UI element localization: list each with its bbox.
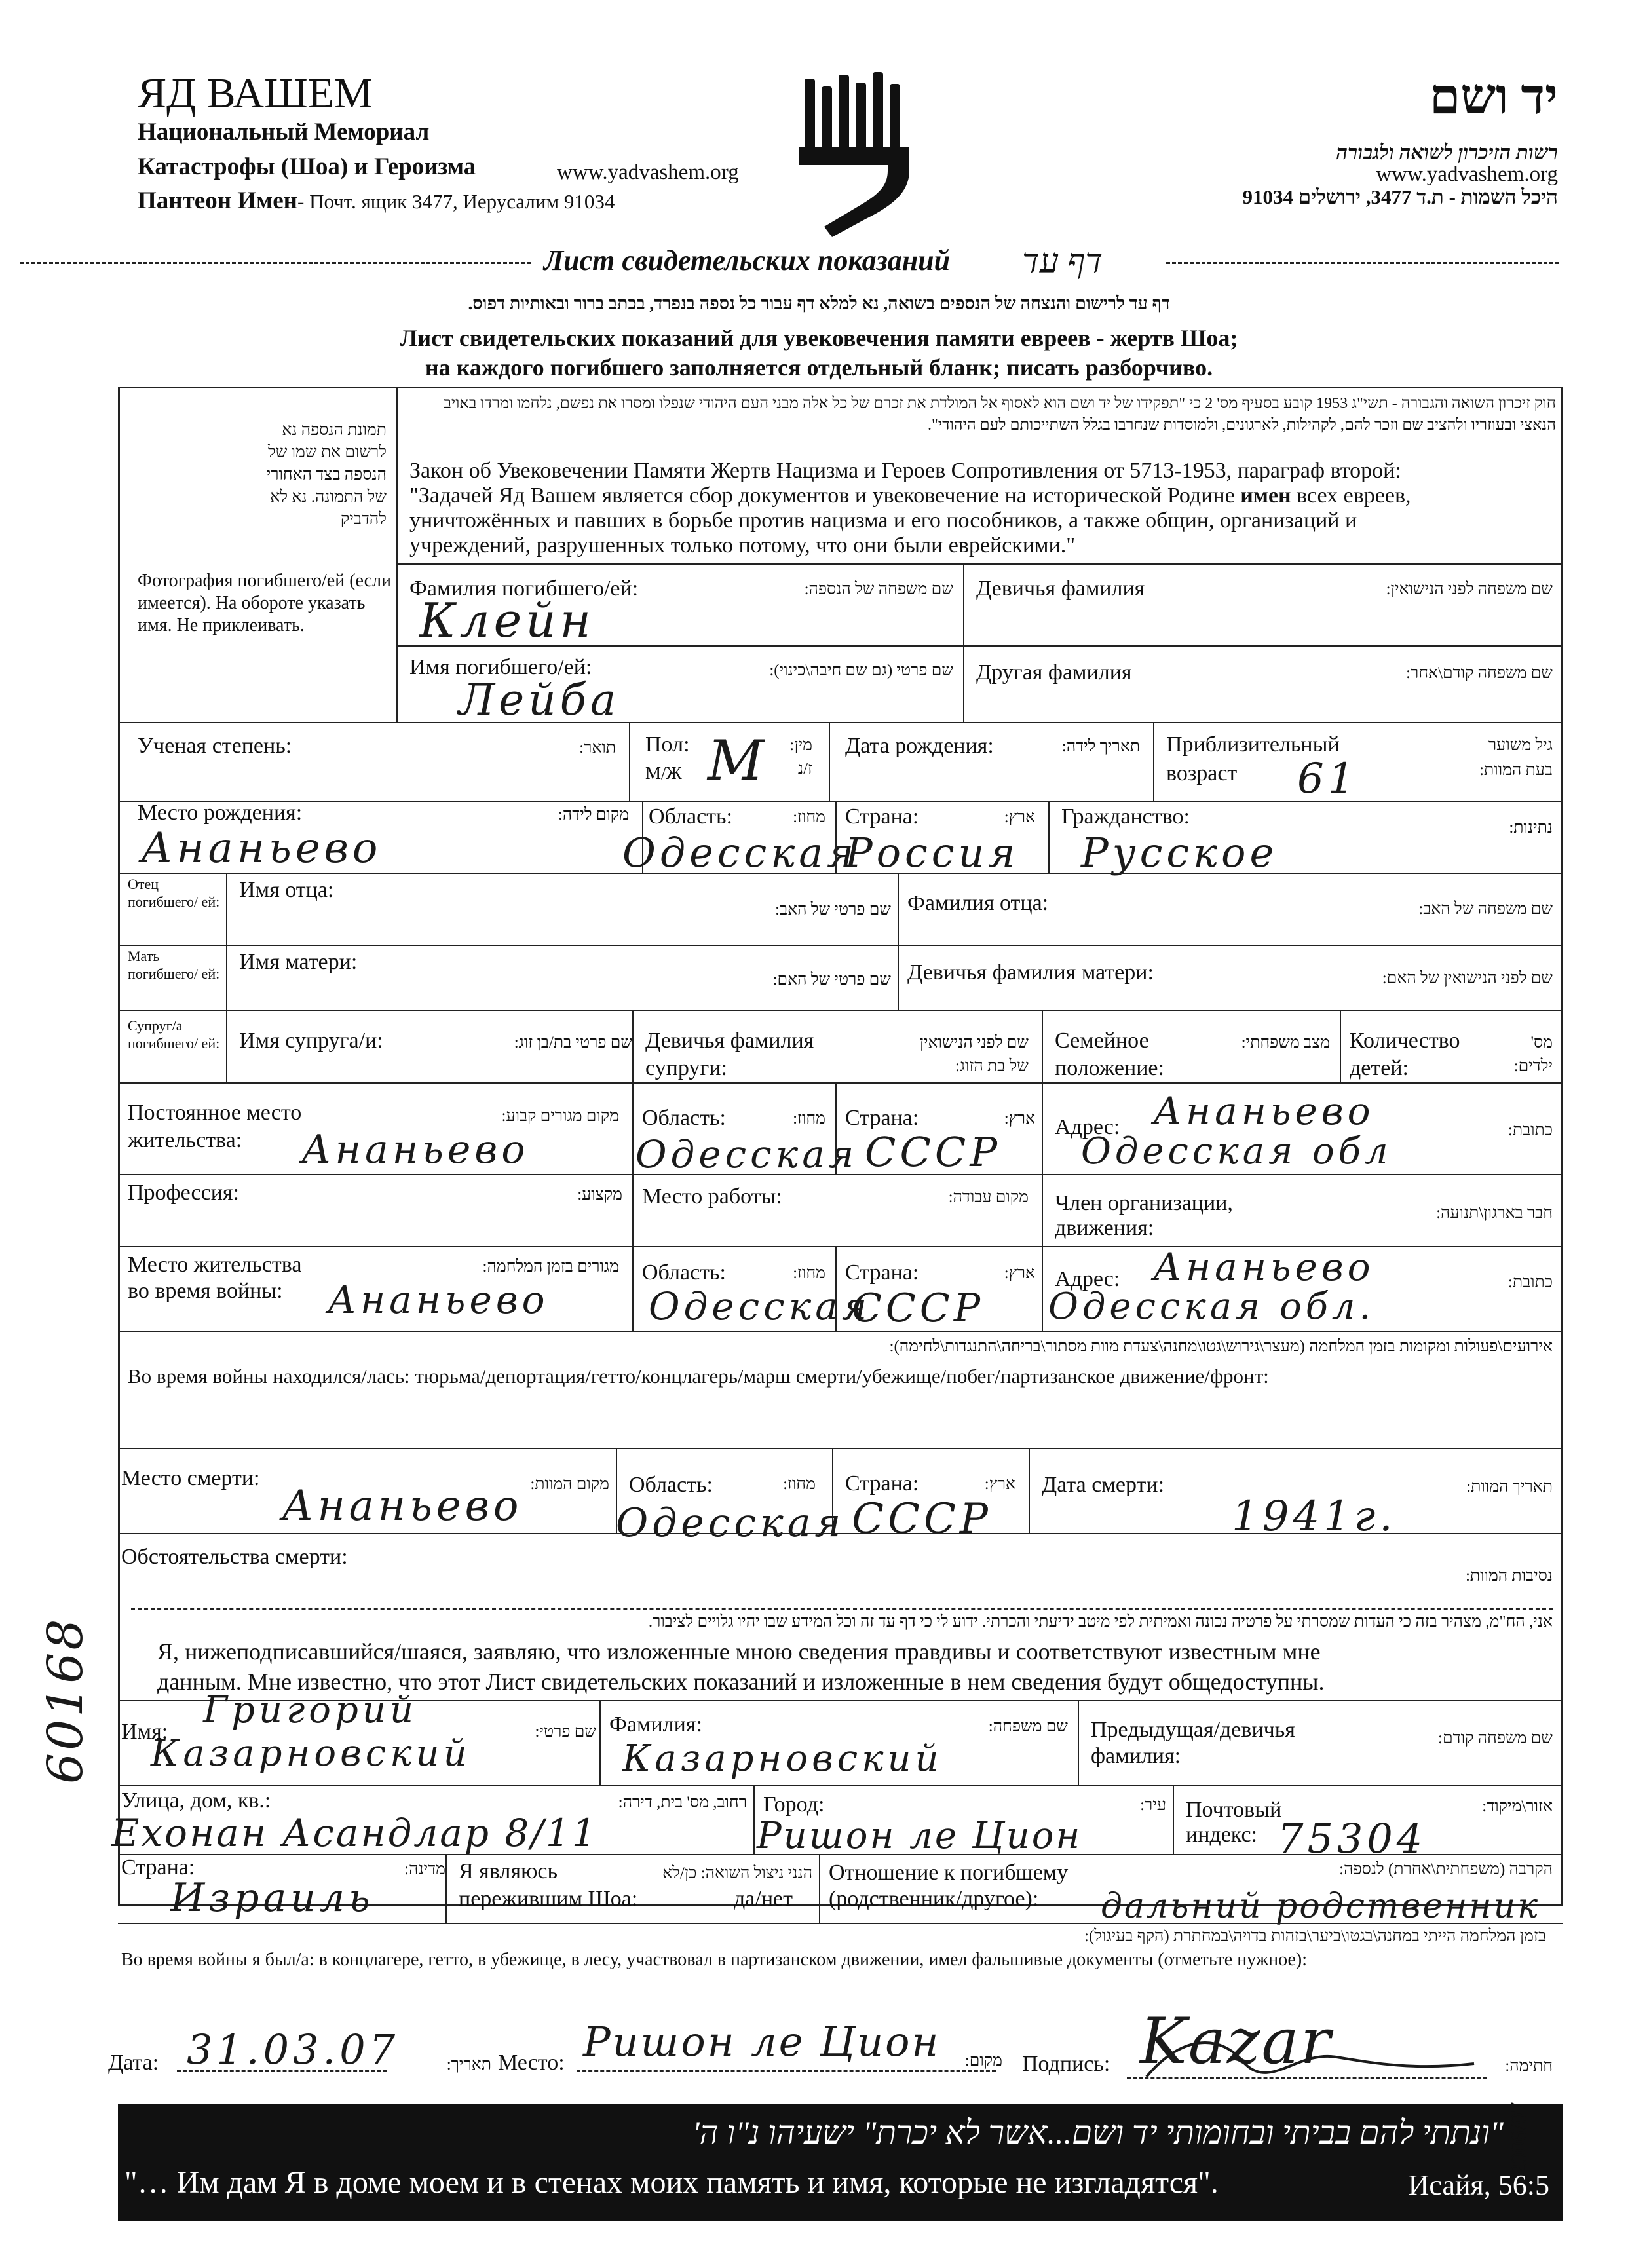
instructions-he: דף עד לרישום והנצחה של הנספים בשואה, נא למלא דף עבור כל נספה בנפרד, בכתב ברור ובאותיות דפוס. [468, 293, 1170, 313]
witness-survivor-label-2: пережившим Шоа: [459, 1887, 638, 1911]
quote-ru: "… Им дам Я в доме моем и в стенах моих память и имя, которые не изгладятся". [124, 2165, 1219, 2200]
age-label-2: возраст [1166, 761, 1238, 785]
war-residence-value: Ананьево [328, 1277, 549, 1322]
workplace-label: Место работы: [642, 1184, 782, 1209]
surname-value: Клейн [419, 593, 595, 648]
age-value: 61 [1297, 755, 1359, 803]
date-value: 31.03.07 [187, 2026, 400, 2073]
residence-label-2: жительства: [128, 1128, 242, 1152]
family-status-label: Семейное [1055, 1029, 1149, 1053]
war-residence-label: Место жительства [128, 1253, 302, 1277]
signature-stroke [1140, 2024, 1481, 2096]
law-ru-2b: имен [1240, 483, 1291, 508]
side-number: 60168 [37, 1616, 94, 1784]
residence-value: Ананьево [301, 1127, 529, 1173]
witness-relation-value: дальний родственник [1101, 1887, 1540, 1926]
witness-name-value-2: Казарновский [151, 1732, 471, 1775]
place-label-he: מקום: [964, 2052, 1002, 2070]
sex-options-he: ז/נ [797, 760, 812, 778]
witness-surname-label: Фамилия: [609, 1712, 702, 1737]
war-country-label: Страна: [845, 1260, 919, 1285]
spouse-maiden-label-he-2: של בת הזוג: [955, 1057, 1029, 1075]
residence-region-label-he: מחוז: [793, 1110, 825, 1127]
witness-city-value: Ришон ле Цион [757, 1815, 1082, 1857]
form-title-ru: Лист свидетельских показаний [544, 244, 951, 276]
war-events-label: Во время войны находился/лась: тюрьма/депортация/гетто/концлагерь/марш смерти/убежище/побег/партизанское движение/фронт: [128, 1365, 1269, 1388]
photo-note-he: תמונת הנספה נא לרשום את שמו של הנספה בצד האחורי של התמונה. נא לא להדביק [266, 421, 387, 528]
witness-war-label: Во время войны я был/а: в концлагере, гетто, в убежище, в лесу, участвовал в партизанском движении, имел фальшивые документы (отметьте нужное): [121, 1950, 1308, 1970]
place-value: Ришон ле Цион [583, 2018, 941, 2066]
firstname-label-he: שם פרטי (גם שם חיבה\כינוי): [769, 662, 953, 679]
children-label-he-2: ילדים: [1513, 1057, 1553, 1075]
dob-label: Дата рождения: [845, 734, 994, 758]
law-ru-line-4: учреждений, разрушенных только потому, что они были еврейскими." [409, 533, 1076, 558]
spouse-side-label: Супруг/а погибшего/ ей: [128, 1017, 220, 1051]
death-region-value: Одесская [616, 1500, 845, 1546]
death-date-value: 1941г. [1232, 1492, 1397, 1541]
birth-country-value: Россия [845, 829, 1019, 877]
member-label-he: חבר בארגון\תנועה: [1436, 1204, 1553, 1222]
witness-country-value: Израиль [170, 1875, 374, 1921]
residence-address-value-2: Одесская обл [1081, 1130, 1392, 1173]
family-status-label-2: положение: [1055, 1056, 1164, 1080]
mother-maiden-label-he: שם לפני הנישואין של האם: [1382, 970, 1553, 987]
date-label: Дата: [108, 2051, 159, 2075]
surname-label: Фамилия погибшего/ей: [409, 576, 639, 601]
residence-address-label: Адрес: [1055, 1115, 1120, 1139]
other-surname-label-he: שם משפחה קודם\אחר: [1406, 664, 1553, 682]
member-label: Член организации, [1055, 1191, 1233, 1215]
death-country-value: СССР [852, 1495, 992, 1543]
birthplace-label: Место рождения: [138, 801, 303, 825]
mother-name-label-he: שם פרטי של האם: [772, 971, 891, 989]
law-ru-line-1: Закон об Увековечении Памяти Жертв Нацизма и Героев Сопротивления от 5713-1953, параграф второй: [409, 459, 1401, 483]
witness-relation-label-2: (родственник/другое): [829, 1887, 1039, 1911]
citizenship-value: Русское [1081, 829, 1278, 877]
family-status-label-he: מצב משפחתי: [1241, 1034, 1330, 1051]
quote-he: "ונתתי להם בביתי ובחומותי יד ושם...אשר לא יכרת" ישעיהו נ"ו ה' [692, 2114, 1504, 2151]
age-label-he-2: בעת המוות: [1479, 761, 1553, 779]
subtitle-1: Национальный Мемориал [138, 119, 430, 145]
dob-label-he: תאריך לידה: [1061, 738, 1140, 755]
instructions-ru-1: Лист свидетельских показаний для увековечения памяти евреев - жертв Шоа; [400, 325, 1238, 351]
spouse-maiden-label: Девичья фамилия [645, 1029, 814, 1053]
sex-label-he: מין: [789, 736, 812, 754]
declaration-ru-2: данным. Мне известно, что этот Лист свидетельских показаний и изложенные в нем сведения будут общедоступны. [157, 1669, 1325, 1695]
law-text-ru [409, 459, 1563, 558]
death-date-label: Дата смерти: [1042, 1473, 1165, 1497]
address-ru: - Почт. ящик 3477, Иерусалим 91034 [297, 190, 615, 213]
witness-relation-label-he: הקרבה (משפחתית\אחרת) לנספה: [1339, 1861, 1553, 1878]
war-events-label-he: אירועים\פעולות ומקומות בזמן המלחמה (מעצר\גירוש\גטו\מחנה\צעדת מוות מסתור\בריחה\התנגדות\לחימה): [889, 1338, 1553, 1355]
birthplace-value: Ананьево [141, 824, 382, 873]
residence-country-label-he: ארץ: [1004, 1110, 1035, 1127]
witness-street-label-he: רחוב, מס' בית, דירה: [618, 1794, 747, 1811]
spouse-name-label-he: שם פרטי בת/בן זוג: [514, 1034, 632, 1051]
title-rule-left [20, 262, 531, 264]
death-place-label-he: מקום המוות: [530, 1475, 609, 1493]
age-label: Приблизительный [1166, 732, 1340, 757]
witness-country-label-he: מדינה: [404, 1861, 445, 1878]
workplace-label-he: מקום עבודה: [948, 1188, 1029, 1206]
witness-name-label-he: שם פרטי: [535, 1723, 596, 1741]
witness-zip-label-he: אזור\מיקוד: [1482, 1798, 1553, 1815]
witness-prev-label-he: שם משפחה קודם: [1438, 1729, 1553, 1747]
mother-side-label: Мать погибшего/ ей: [128, 948, 220, 982]
mother-name-label: Имя матери: [239, 950, 358, 974]
witness-prev-label-2: фамилия: [1091, 1744, 1181, 1768]
firstname-value: Лейба [459, 675, 620, 725]
signature-label-he: חתימה: [1505, 2057, 1553, 2075]
member-label-2: движения: [1055, 1216, 1154, 1240]
law-ru-line-2 [409, 483, 1563, 508]
residence-label-he: מקום מגורים קבוע: [501, 1107, 619, 1125]
place-label: Место: [498, 2051, 565, 2075]
sex-options: М/Ж [645, 763, 682, 783]
war-country-value: СССР [852, 1285, 985, 1331]
father-side-label: Отец погибшего/ ей: [128, 876, 220, 910]
death-region-label-he: מחוז: [783, 1475, 816, 1493]
death-country-label: Страна: [845, 1471, 919, 1496]
firstname-label: Имя погибшего/ей: [409, 655, 592, 679]
instructions-ru-2: на каждого погибшего заполняется отдельный бланк; писать разборчиво. [425, 354, 1213, 381]
witness-city-label: Город: [763, 1792, 825, 1817]
residence-region-value: Одесская [635, 1132, 858, 1177]
death-place-value: Ананьево [282, 1482, 523, 1530]
witness-zip-label: Почтовый [1186, 1798, 1282, 1822]
signature-label: Подпись: [1022, 2052, 1110, 2076]
father-surname-label: Фамилия отца: [907, 891, 1049, 915]
authority-he: רשות הזיכרון לשואה ולגבורה [1336, 141, 1558, 164]
witness-zip-label-2: индекс: [1186, 1823, 1257, 1847]
form-title-he: דף עד [1022, 243, 1103, 280]
residence-country-label: Страна: [845, 1106, 919, 1130]
witness-war-label-he: בזמן המלחמה הייתי במחנה\בגטו\ביער\בזהות בדויה\במחתרת (הקף בעיגול): [1084, 1927, 1546, 1945]
birth-region-label: Область: [649, 804, 732, 829]
death-circumstances-label-he: נסיבות המוות: [1465, 1567, 1553, 1585]
witness-name-label: Имя: [121, 1720, 168, 1744]
spouse-maiden-label-2: супруги: [645, 1056, 727, 1080]
witness-surname-value: Казарновский [622, 1737, 943, 1780]
law-ru-2c: всех евреев, [1291, 483, 1411, 508]
date-label-he: תאריך: [446, 2056, 491, 2073]
war-region-label-he: מחוז: [793, 1264, 825, 1282]
law-ru-line-3: уничтожённых и павших в борьбе против нацизма и его пособников, а также общин, организаций и [409, 508, 1357, 533]
citizenship-label: Гражданство: [1061, 804, 1190, 829]
father-name-label: Имя отца: [239, 878, 334, 902]
birth-country-label: Страна: [845, 804, 919, 829]
maiden-label: Девичья фамилия [976, 576, 1145, 601]
war-residence-label-2: во время войны: [128, 1279, 283, 1303]
degree-label-he: תואר: [579, 739, 616, 757]
father-name-label-he: שם פרטי של האב: [775, 901, 891, 918]
law-text-he: חוק זיכרון השואה והגבורה - תשי"ג 1953 קובע בסעיף מס' 2 כי "תפקידו של יד ושם הוא לאסוף אל המולדת את זכרם של כל אלה מבני העם היהודי שנפלו ומסרו את נפשם, נלחמו ומרדו באויב הנאצי ובעוזריו ולהציב שם וזכר להם, לקהילות, לארגונים, ולמוסדות שנחרבו בגלל השתייכותם לעם היהודי". [444, 395, 1556, 434]
address-ru-line [138, 187, 615, 215]
website-right: www.yadvashem.org [1376, 162, 1558, 186]
law-ru-2a: "Задачей Яд Вашем является сбор документов и увековечение на исторической Родине [409, 483, 1241, 508]
death-place-label: Место смерти: [121, 1466, 260, 1490]
death-date-label-he: תאריך המוות: [1466, 1478, 1553, 1496]
other-surname-label: Другая фамилия [976, 660, 1132, 685]
war-address-value-1: Ананьево [1153, 1245, 1374, 1289]
citizenship-label-he: נתינות: [1509, 819, 1553, 837]
mother-maiden-label: Девичья фамилия матери: [907, 960, 1154, 985]
birth-region-value: Одесская [622, 829, 858, 877]
witness-surname-label-he: שם משפחה: [988, 1718, 1068, 1735]
spouse-maiden-label-he: שם לפני הנישואין [919, 1034, 1029, 1051]
quote-source: Исайя, 56:5 [1408, 2169, 1549, 2201]
witness-relation-label: Отношение к погибшему [829, 1861, 1069, 1885]
form-code: 2006/07 [1507, 2102, 1531, 2175]
org-name-he: יד ושם [1429, 69, 1558, 124]
yad-vashem-logo [793, 66, 924, 249]
sex-value: М [708, 728, 768, 793]
death-circumstances-label: Обстоятельства смерти: [121, 1545, 348, 1569]
children-label-he: מס' [1530, 1034, 1553, 1051]
witness-name-value: Григорий [203, 1689, 417, 1731]
residence-label: Постоянное место [128, 1101, 302, 1125]
surname-label-he: שם משפחה של הנספה: [804, 580, 953, 598]
witness-country-label: Страна: [121, 1855, 195, 1880]
witness-survivor-label-he: הנני ניצול השואה: כן/לא [662, 1864, 812, 1882]
birth-country-label-he: ארץ: [1004, 808, 1035, 826]
war-country-label-he: ארץ: [1004, 1264, 1035, 1282]
residence-region-label: Область: [642, 1106, 726, 1130]
photo-note-ru: Фотография погибшего/ей (если имеется). На обороте указать имя. Не приклеивать. [138, 571, 392, 635]
death-country-label-he: ארץ: [984, 1475, 1015, 1493]
birth-region-label-he: מחוז: [793, 808, 825, 826]
witness-street-label: Улица, дом, кв.: [121, 1788, 271, 1813]
war-residence-label-he: מגורים בזמן המלחמה: [482, 1258, 619, 1276]
war-region-value: Одесская [649, 1284, 871, 1329]
org-name-ru: ЯД ВАШЕМ [138, 69, 373, 117]
war-address-label: Адрес: [1055, 1267, 1120, 1291]
witness-prev-label: Предыдущая/девичья [1091, 1718, 1295, 1742]
subtitle-2: Катастрофы (Шоа) и Героизма [138, 153, 476, 180]
war-region-label: Область: [642, 1260, 726, 1285]
spouse-name-label: Имя супруга/и: [239, 1029, 383, 1053]
profession-label: Профессия: [128, 1181, 239, 1205]
witness-survivor-options: да/нет [734, 1887, 793, 1911]
title-rule-right [1166, 262, 1559, 264]
sex-label: Пол: [645, 732, 690, 757]
residence-address-label-he: כתובת: [1507, 1122, 1553, 1139]
degree-label: Ученая степень: [138, 734, 292, 758]
father-surname-label-he: שם משפחה של האב: [1418, 900, 1553, 918]
maiden-label-he: שם משפחה לפני הנישואין: [1386, 580, 1553, 598]
witness-street-value: Ехонан Асандлар 8/11 [111, 1811, 598, 1855]
age-label-he: גיל משוער [1488, 736, 1553, 754]
subtitle-3: Пантеон Имен [138, 187, 297, 214]
residence-country-value: СССР [865, 1128, 1002, 1176]
war-address-value-2: Одесская обл. [1048, 1285, 1375, 1328]
profession-label-he: מקצוע: [577, 1186, 622, 1203]
declaration-he: אני, הח"מ, מצהיר בזה כי העדות שמסרתי על פרטיה נכונה ואמיתית לפי מיטב ידיעתי והכרתי. ידוע לי כי דף עד זה וכל המידע שבו יהיו גלויים לציבור. [648, 1613, 1553, 1631]
signature-value: Kazar [1140, 2005, 1332, 2078]
witness-survivor-label: Я являюсь [459, 1859, 558, 1883]
children-label-2: детей: [1350, 1056, 1409, 1080]
declaration-ru-1: Я, нижеподписавшийся/шаяся, заявляю, что изложенные мною сведения правдивы и соответствуют известным мне [157, 1638, 1321, 1665]
witness-city-label-he: עיר: [1140, 1796, 1166, 1814]
death-region-label: Область: [629, 1473, 713, 1497]
witness-zip-value: 75304 [1278, 1815, 1427, 1862]
war-address-label-he: כתובת: [1507, 1274, 1553, 1291]
birthplace-label-he: מקום לידה: [558, 806, 629, 823]
footer-banner [118, 2104, 1563, 2221]
website-left: www.yadvashem.org [557, 161, 739, 184]
address-he: היכל השמות - ת.ד 3477, ירושלים 91034 [1242, 185, 1558, 208]
residence-address-value-1: Ананьево [1153, 1089, 1374, 1133]
children-label: Количество [1350, 1029, 1460, 1053]
